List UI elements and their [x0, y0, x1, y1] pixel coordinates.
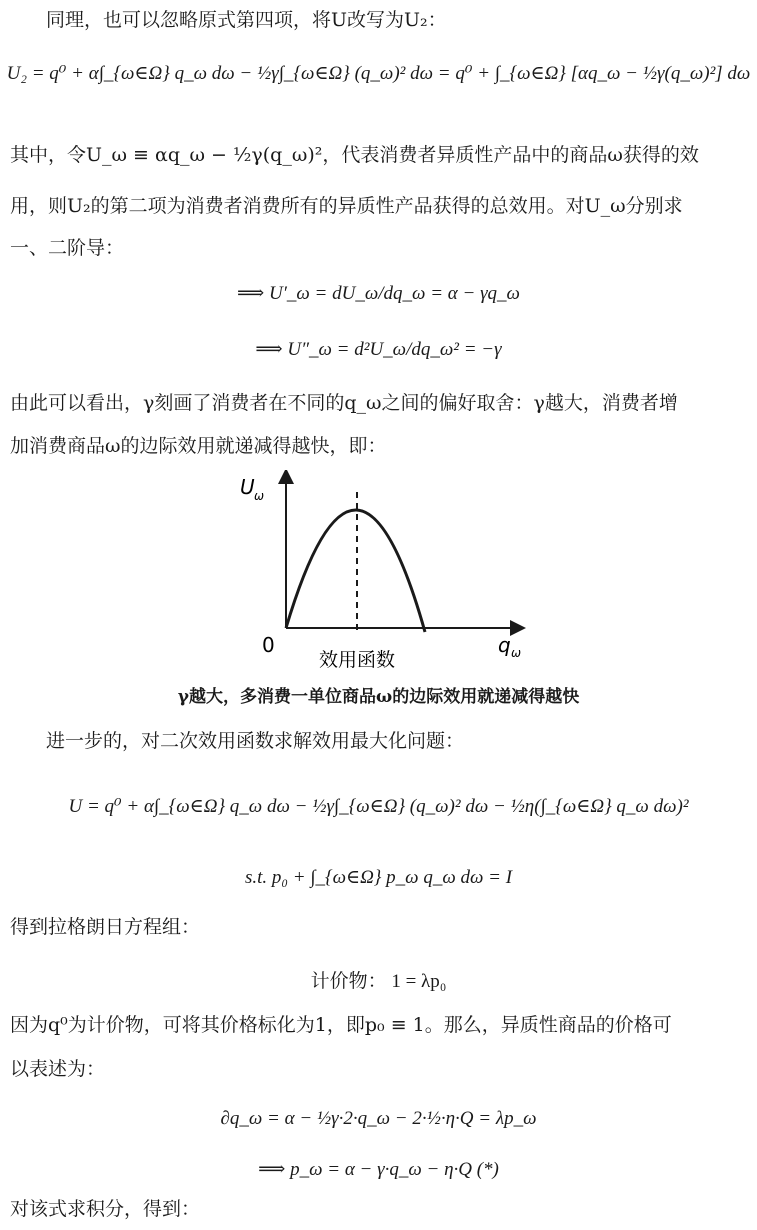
paragraph-8: 得到拉格朗日方程组：: [10, 916, 201, 938]
x-axis-label: q: [498, 633, 511, 657]
equation-8: ⟹ p_ω = α − γ·q_ω − η·Q (*): [258, 1159, 499, 1180]
curve-center-label: 效用函数: [318, 649, 396, 671]
utility-curve: [286, 510, 425, 632]
equation-7: ∂q_ω = α − ½γ·2·q_ω − 2·½·η·Q = λp_ω: [220, 1108, 537, 1129]
paragraph-9: 因为q⁰为计价物，可将其价格标化为1，即p₀ ≡ 1。那么，异质性商品的价格可: [10, 1014, 672, 1036]
equation-2: ⟹ U′_ω = dU_ω/dq_ω = α − γq_ω: [237, 283, 520, 304]
equation-4: U = q⁰ + α∫_{ω∈Ω} q_ω dω − ½γ∫_{ω∈Ω} (q_ω)² dω − ½η(∫_{ω∈Ω} q_ω dω)²: [68, 796, 689, 817]
paragraph-3: 用，则U₂的第二项为消费者消费所有的异质性产品获得的总效用。对U_ω分别求: [10, 195, 683, 217]
paragraph-6: 加消费商品ω的边际效用就递减得越快，即：: [10, 435, 387, 457]
y-axis-label-sub: ω: [254, 489, 265, 503]
equation-1: U₂ = q⁰ + α∫_{ω∈Ω} q_ω dω − ½γ∫_{ω∈Ω} (q_ω)² dω = q⁰ + ∫_{ω∈Ω} [αq_ω − ½γ(q_ω)²] dω: [6, 63, 751, 84]
x-axis-label-sub: ω: [511, 646, 522, 660]
equation-3: ⟹ U″_ω = d²U_ω/dq_ω² = −γ: [255, 339, 502, 360]
paragraph-11: 对该式求积分，得到：: [10, 1198, 201, 1220]
paragraph-7: 进一步的，对二次效用函数求解效用最大化问题：: [46, 730, 465, 752]
paragraph-2: 其中，令U_ω ≡ αq_ω − ½γ(q_ω)²，代表消费者异质性产品中的商品ω获得的效: [10, 144, 699, 166]
paragraph-10: 以表述为：: [10, 1058, 106, 1080]
equation-5: s.t. p₀ + ∫_{ω∈Ω} p_ω q_ω dω = I: [244, 867, 513, 888]
origin-label: 0: [262, 633, 275, 657]
paragraph-4: 一、二阶导：: [10, 237, 125, 259]
utility-function-figure: [230, 470, 530, 680]
paragraph-1: 同理，也可以忽略原式第四项，将U改写为U₂：: [46, 9, 447, 31]
equation-6: 计价物： 1 = λp₀: [310, 971, 447, 992]
y-axis-label: U: [240, 475, 255, 499]
figure-caption: γ越大，多消费一单位商品ω的边际效用就递减得越快: [177, 687, 580, 707]
paragraph-5: 由此可以看出，γ刻画了消费者在不同的q_ω之间的偏好取舍：γ越大，消费者增: [10, 392, 678, 414]
